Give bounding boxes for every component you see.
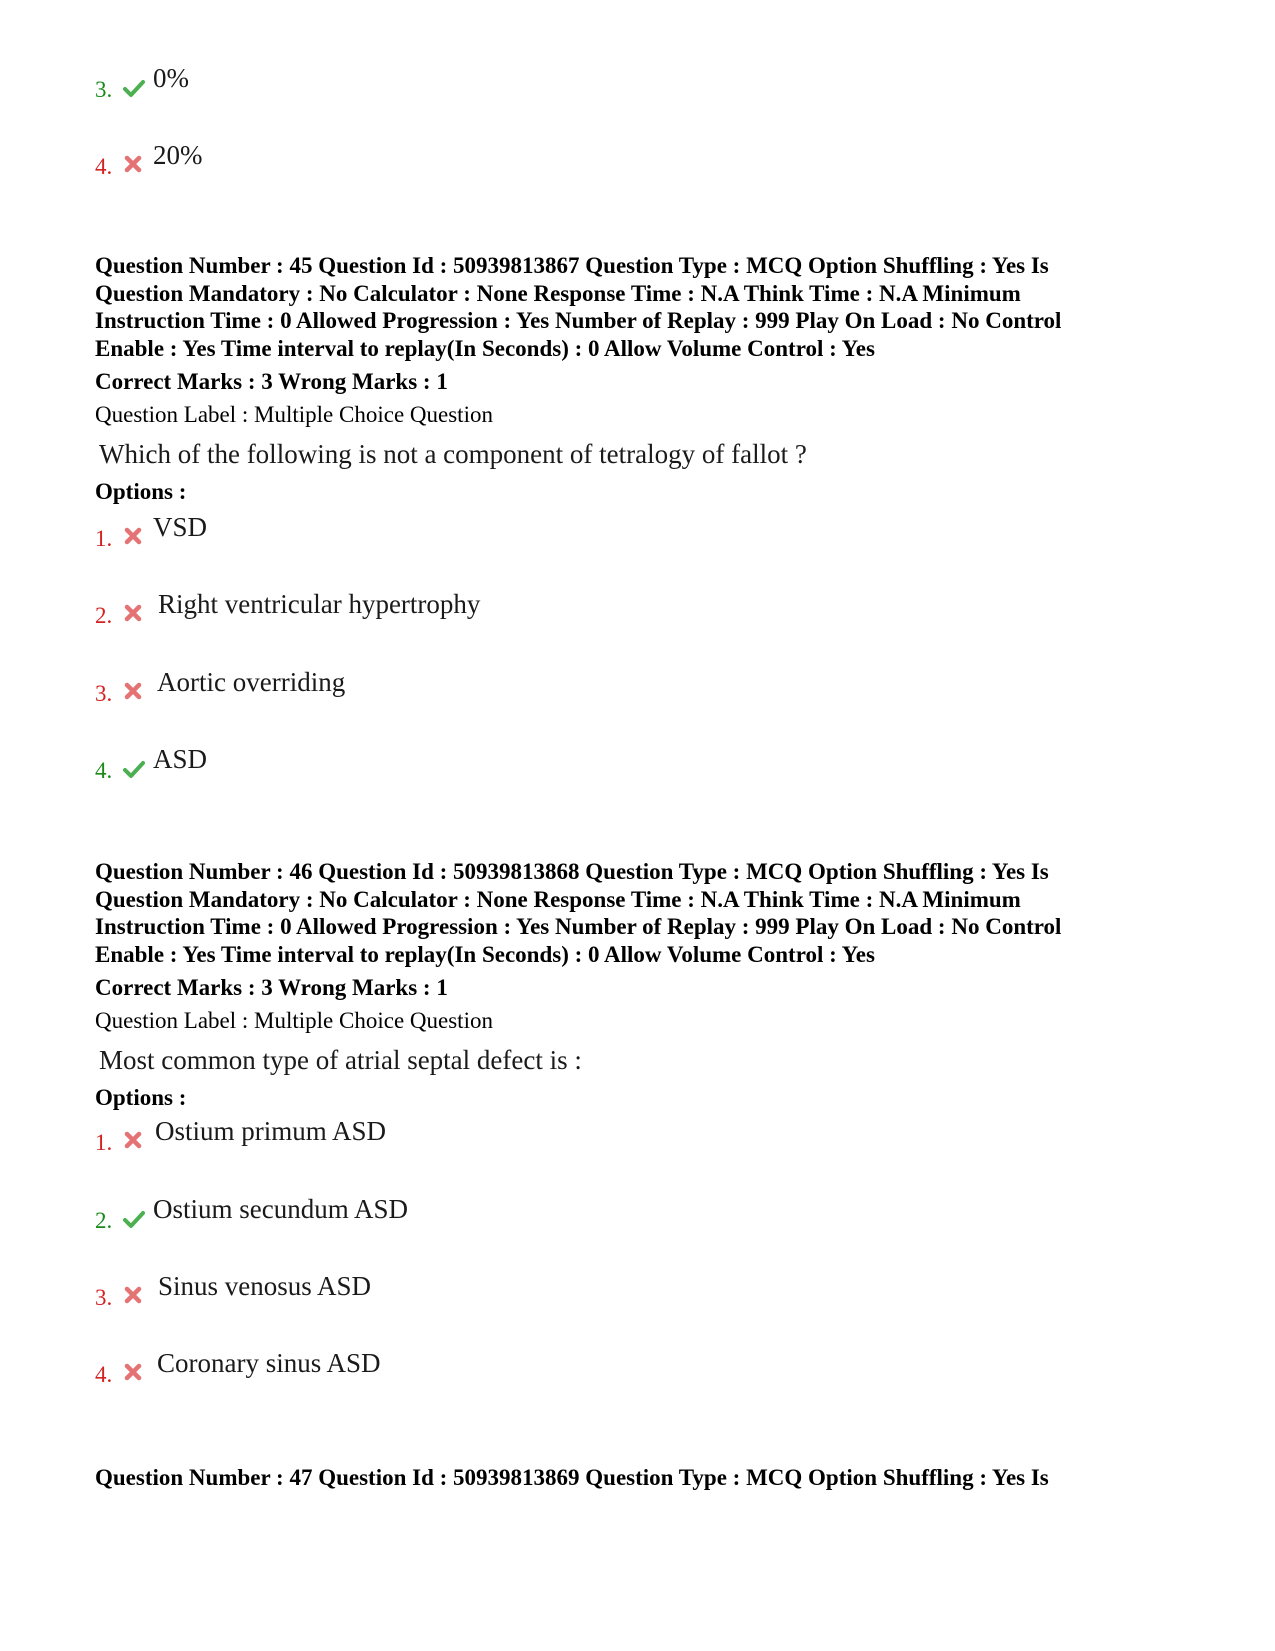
option-text: ASD [153,744,208,774]
option-text: 20% [153,140,203,170]
question-marks: Correct Marks : 3 Wrong Marks : 1 [95,975,448,1000]
option-number: 3. [95,681,113,706]
question-meta-line: Instruction Time : 0 Allowed Progression : Yes Number of Replay : 999 Play On Load : No Control [95,914,1062,939]
option-text: Right ventricular hypertrophy [158,589,481,619]
option-number: 3. [95,77,113,102]
cross-icon [122,1129,146,1153]
question-meta-line: Question Mandatory : No Calculator : None Response Time : N.A Think Time : N.A Minimum [95,886,1021,912]
question-meta-line: Question Number : 47 Question Id : 50939813869 Question Type : MCQ Option Shuffling : Yes Is [95,1465,1049,1490]
option-text: Ostium primum ASD [155,1116,387,1146]
question-meta-line: Question Number : 45 Question Id : 50939813867 Question Type : MCQ Option Shuffling : Yes Is [95,253,1049,278]
question-meta [95,1464,1205,1492]
question-meta-line: Instruction Time : 0 Allowed Progression : Yes Number of Replay : 999 Play On Load : No Control [95,308,1062,333]
question-meta [95,858,1205,968]
options-heading: Options : [95,1085,187,1110]
option-number: 4. [95,154,113,179]
option-text: Coronary sinus ASD [157,1348,381,1378]
question-block [95,1464,1205,1492]
option-number: 4. [95,758,113,783]
check-icon [122,1207,146,1231]
question-label: Question Label : Multiple Choice Question [95,402,493,427]
option-number: 2. [95,603,113,628]
question-meta-line: Question Number : 46 Question Id : 50939813868 Question Type : MCQ Option Shuffling : Yes Is [95,859,1049,884]
question-block [95,858,1205,1111]
question-meta [95,252,1205,362]
cross-icon [122,602,146,626]
cross-icon [122,1361,146,1385]
question-block [95,252,1205,505]
question-meta-line: Enable : Yes Time interval to replay(In Seconds) : 0 Allow Volume Control : Yes [95,335,875,361]
option-text: Ostium secundum ASD [153,1194,409,1224]
option-number: 4. [95,1362,113,1387]
question-text: Most common type of atrial septal defect is : [99,1045,582,1075]
option-number: 1. [95,526,113,551]
option-text: VSD [153,512,208,542]
cross-icon [122,153,146,177]
question-meta-line: Question Mandatory : No Calculator : None Response Time : N.A Think Time : N.A Minimum [95,280,1021,306]
option-number: 2. [95,1208,113,1233]
question-meta-line: Enable : Yes Time interval to replay(In Seconds) : 0 Allow Volume Control : Yes [95,941,875,967]
check-icon [122,757,146,781]
cross-icon [122,1284,146,1308]
cross-icon [122,525,146,549]
check-icon [122,76,146,100]
question-marks: Correct Marks : 3 Wrong Marks : 1 [95,369,448,394]
cross-icon [122,680,146,704]
option-text: Aortic overriding [157,667,346,697]
options-heading: Options : [95,479,187,504]
option-number: 3. [95,1285,113,1310]
option-number: 1. [95,1130,113,1155]
question-label: Question Label : Multiple Choice Question [95,1008,493,1033]
option-text: 0% [153,63,189,93]
question-text: Which of the following is not a component of tetralogy of fallot ? [99,439,807,469]
option-text: Sinus venosus ASD [158,1271,372,1301]
